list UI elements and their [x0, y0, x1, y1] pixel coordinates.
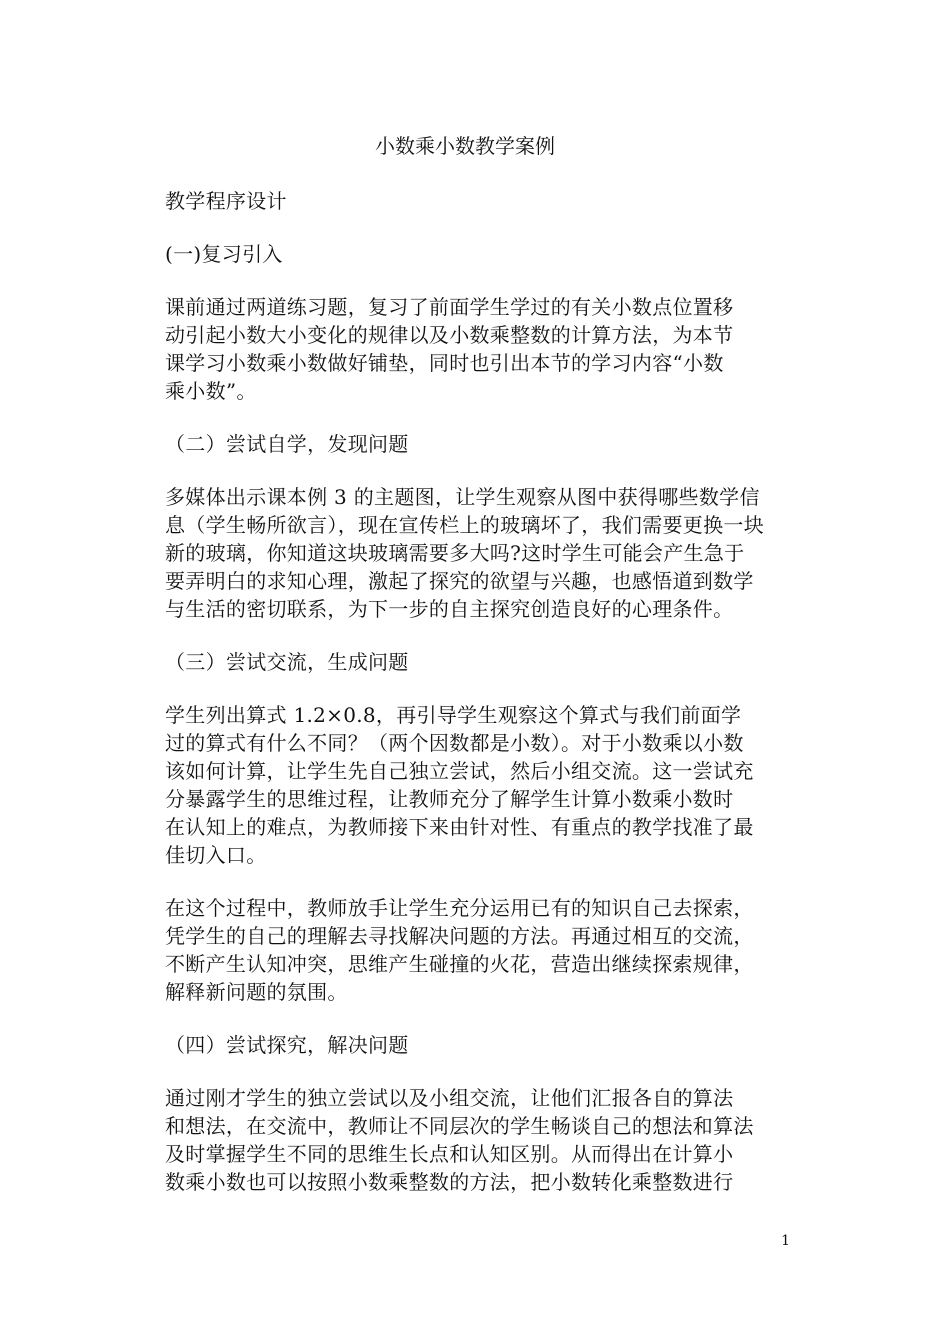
paragraph-1 — [165, 293, 795, 405]
paragraph-3 — [165, 701, 795, 869]
document-title: 小数乘小数教学案例 — [375, 134, 555, 158]
page-number: 1 — [781, 1233, 790, 1249]
paragraph-line: 课前通过两道练习题，复习了前面学生学过的有关小数点位置移 — [165, 295, 734, 319]
section-heading-1: (一)复习引入 — [165, 242, 283, 266]
paragraph-line: 动引起小数大小变化的规律以及小数乘整数的计算方法，为本节 — [165, 323, 734, 347]
paragraph-4 — [165, 894, 795, 1006]
paragraph-line: 解释新问题的氛围。 — [165, 980, 348, 1004]
section-heading-main: 教学程序设计 — [165, 189, 287, 213]
section-heading-3: （三）尝试交流，生成问题 — [165, 650, 409, 674]
paragraph-line: 和想法，在交流中，教师让不同层次的学生畅谈自己的想法和算法 — [165, 1114, 754, 1138]
paragraph-line: 在这个过程中，教师放手让学生充分运用已有的知识自己去探索， — [165, 896, 754, 920]
paragraph-line: 通过刚才学生的独立尝试以及小组交流，让他们汇报各自的算法 — [165, 1086, 734, 1110]
paragraph-2 — [165, 483, 795, 623]
paragraph-line: 凭学生的自己的理解去寻找解决问题的方法。再通过相互的交流， — [165, 924, 754, 948]
section-heading-4: （四）尝试探究，解决问题 — [165, 1033, 409, 1057]
document-page — [165, 132, 795, 1221]
paragraph-line: 要弄明白的求知心理，激起了探究的欲望与兴趣，也感悟道到数学 — [165, 569, 754, 593]
paragraph-line: 不断产生认知冲突，思维产生碰撞的火花，营造出继续探索规律， — [165, 952, 754, 976]
paragraph-line: 过的算式有什么不同？（两个因数都是小数）。对于小数乘以小数 — [165, 731, 744, 755]
section-heading-2: （二）尝试自学，发现问题 — [165, 432, 409, 456]
paragraph-line: 乘小数”。 — [165, 379, 257, 403]
paragraph-line: 学生列出算式 1.2×0.8，再引导学生观察这个算式与我们前面学 — [165, 703, 742, 727]
paragraph-line: 息（学生畅所欲言），现在宣传栏上的玻璃坏了，我们需要更换一块 — [165, 513, 764, 537]
paragraph-line: 该如何计算，让学生先自己独立尝试，然后小组交流。这一尝试充 — [165, 759, 754, 783]
paragraph-line: 数乘小数也可以按照小数乘整数的方法，把小数转化乘整数进行 — [165, 1170, 734, 1194]
paragraph-line: 与生活的密切联系，为下一步的自主探究创造良好的心理条件。 — [165, 597, 734, 621]
paragraph-5 — [165, 1084, 795, 1196]
paragraph-line: 新的玻璃，你知道这块玻璃需要多大吗?这时学生可能会产生急于 — [165, 541, 745, 565]
paragraph-line: 课学习小数乘小数做好铺垫，同时也引出本节的学习内容“小数 — [165, 351, 724, 375]
paragraph-line: 多媒体出示课本例 3 的主题图，让学生观察从图中获得哪些数学信 — [165, 485, 760, 509]
paragraph-line: 分暴露学生的思维过程，让教师充分了解学生计算小数乘小数时 — [165, 787, 734, 811]
paragraph-line: 佳切入口。 — [165, 843, 267, 867]
paragraph-line: 及时掌握学生不同的思维生长点和认知区别。从而得出在计算小 — [165, 1142, 734, 1166]
paragraph-line: 在认知上的难点，为教师接下来由针对性、有重点的教学找准了最 — [165, 815, 754, 839]
